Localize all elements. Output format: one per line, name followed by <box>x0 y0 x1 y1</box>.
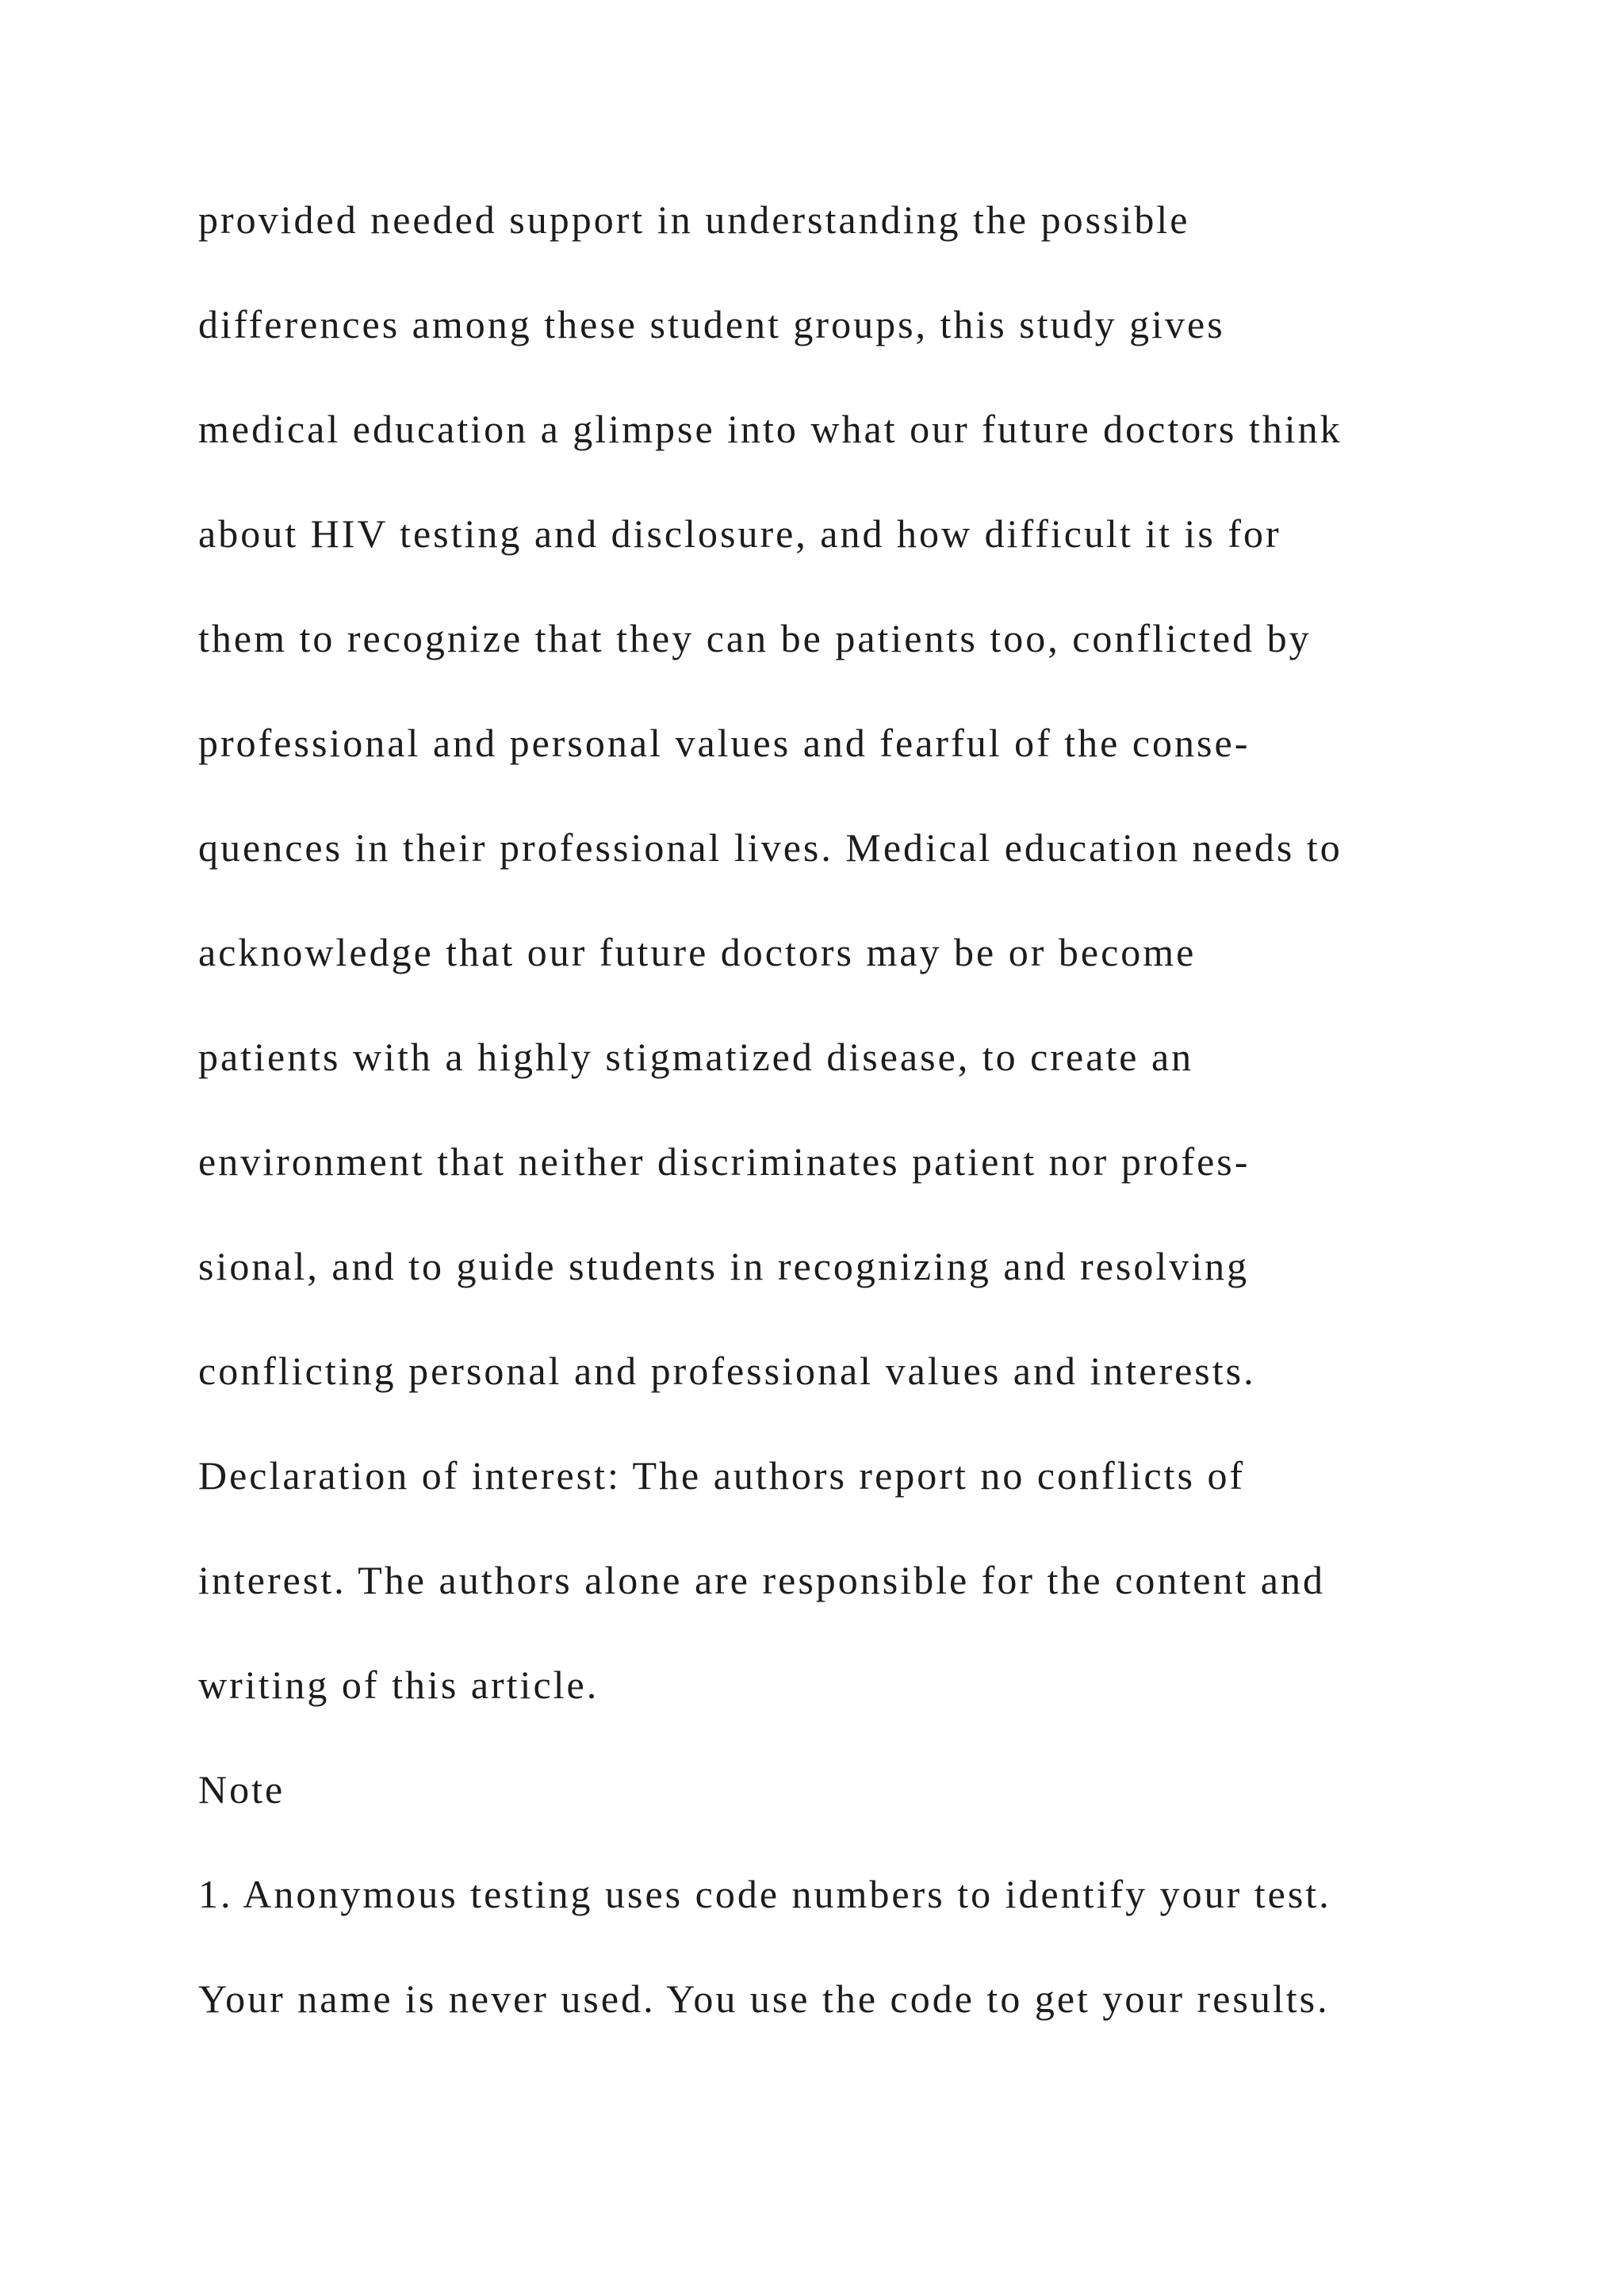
text-line: patients with a highly stigmatized disease, to create an <box>198 1035 1194 1079</box>
text-line: medical education a glimpse into what our future doctors think <box>198 407 1342 451</box>
declaration-line: Declaration of interest: The authors report no conflicts of <box>198 1453 1246 1498</box>
text-line: environment that neither discriminates patient nor profes- <box>198 1139 1251 1184</box>
text-line: about HIV testing and disclosure, and how difficult it is for <box>198 511 1281 556</box>
text-line: conflicting personal and professional values and interests. <box>198 1349 1256 1393</box>
text-line: sional, and to guide students in recognizing and resolving <box>198 1244 1250 1288</box>
text-line: differences among these student groups, this study gives <box>198 302 1225 346</box>
text-line: provided needed support in understanding the possible <box>198 197 1190 242</box>
declaration-line: writing of this article. <box>198 1663 599 1707</box>
text-line: professional and personal values and fearful of the conse- <box>198 721 1251 765</box>
footnote-line: 1. Anonymous testing uses code numbers to identify your test. <box>198 1872 1331 1916</box>
footnote-line: Your name is never used. You use the code to get your results. <box>198 1976 1330 2021</box>
declaration-line: interest. The authors alone are responsible for the content and <box>198 1558 1325 1602</box>
text-line: acknowledge that our future doctors may be or become <box>198 930 1197 974</box>
body-text <box>198 191 1546 2075</box>
text-line: them to recognize that they can be patients too, conflicted by <box>198 616 1312 660</box>
text-line: quences in their professional lives. Medical education needs to <box>198 825 1342 870</box>
note-heading: Note <box>198 1767 285 1812</box>
